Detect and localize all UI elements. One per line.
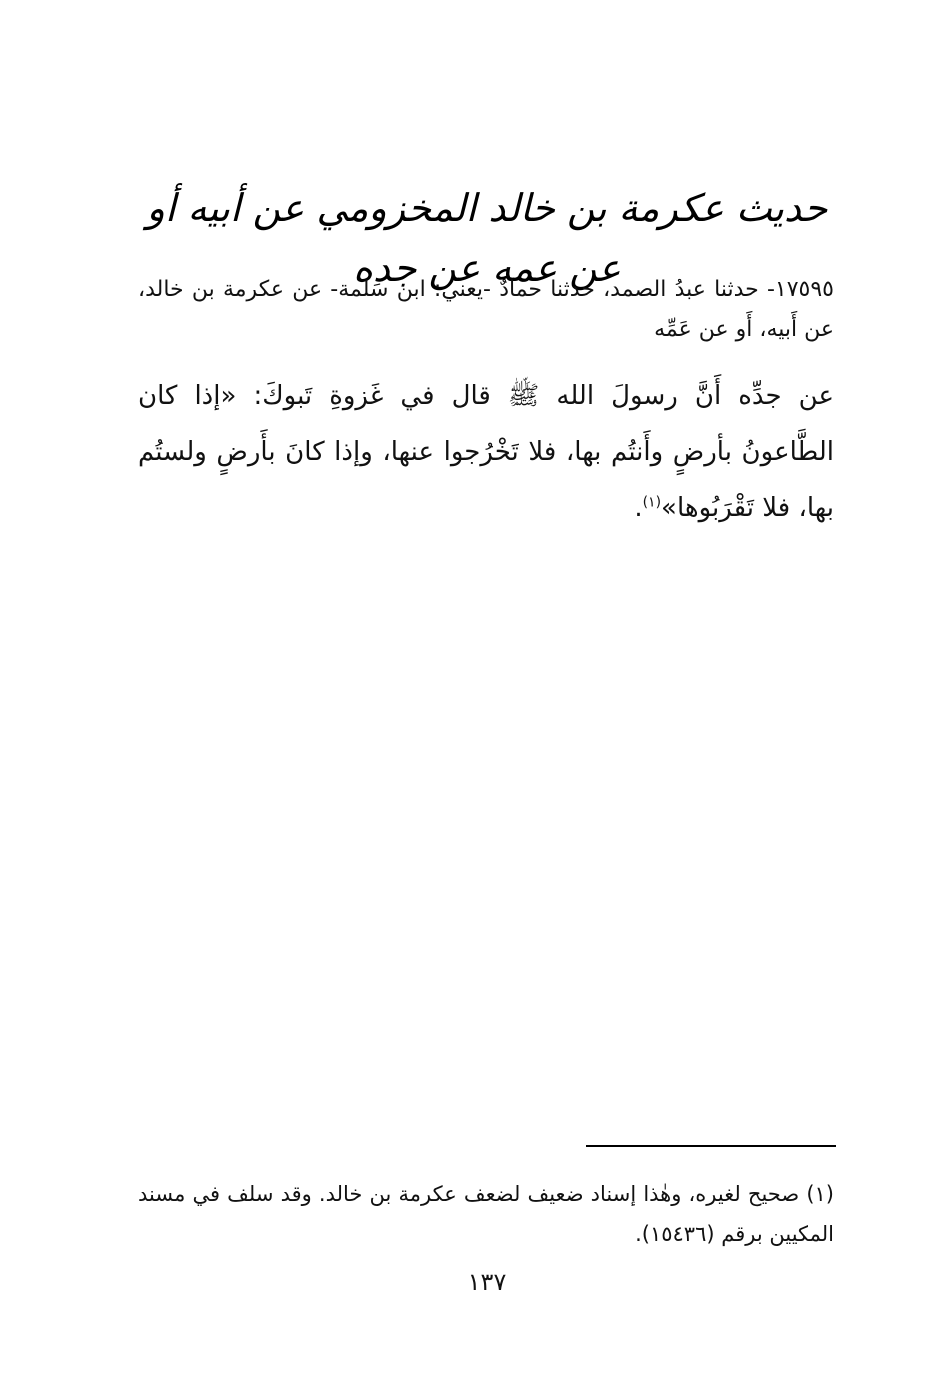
chapter-title: حديث عكرمة بن خالد المخزومي عن أبيه أو عن عمه عن جده xyxy=(146,186,828,290)
page-number: ١٣٧ xyxy=(467,1268,507,1296)
footnote-text: (١) صحيح لغيره، وهٰذا إسناد ضعيف لضعف عكرمة بن خالد. وقد سلف في مسند المكيين برقم (١٥٤٣٦). xyxy=(138,1182,834,1246)
matn-end-punctuation: . xyxy=(634,493,643,523)
hadith-matn: عن جدِّه أَنَّ رسولَ الله ﷺ قال في غَزوةِ تَبوكَ: «إذا كان الطَّاعونُ بأرضٍ وأَنتُم بها، فلا تَخْرُجوا عنها، وإذا كانَ بأَرضٍ ولستُم بها، فلا تَقْرَبُوها» xyxy=(138,381,834,523)
hadith-isnad: ١٧٥٩٥- حدثنا عبدُ الصمد، حدثنا حمادٌ -يعني: ابن سَلمة- عن عكرمة بن خالد، عن أَبيه، أَو عن عَمِّه xyxy=(138,277,834,342)
footnote-separator xyxy=(586,1145,836,1147)
footnote-reference[interactable]: (١) xyxy=(642,494,662,511)
hadith-matn-paragraph xyxy=(138,368,834,536)
